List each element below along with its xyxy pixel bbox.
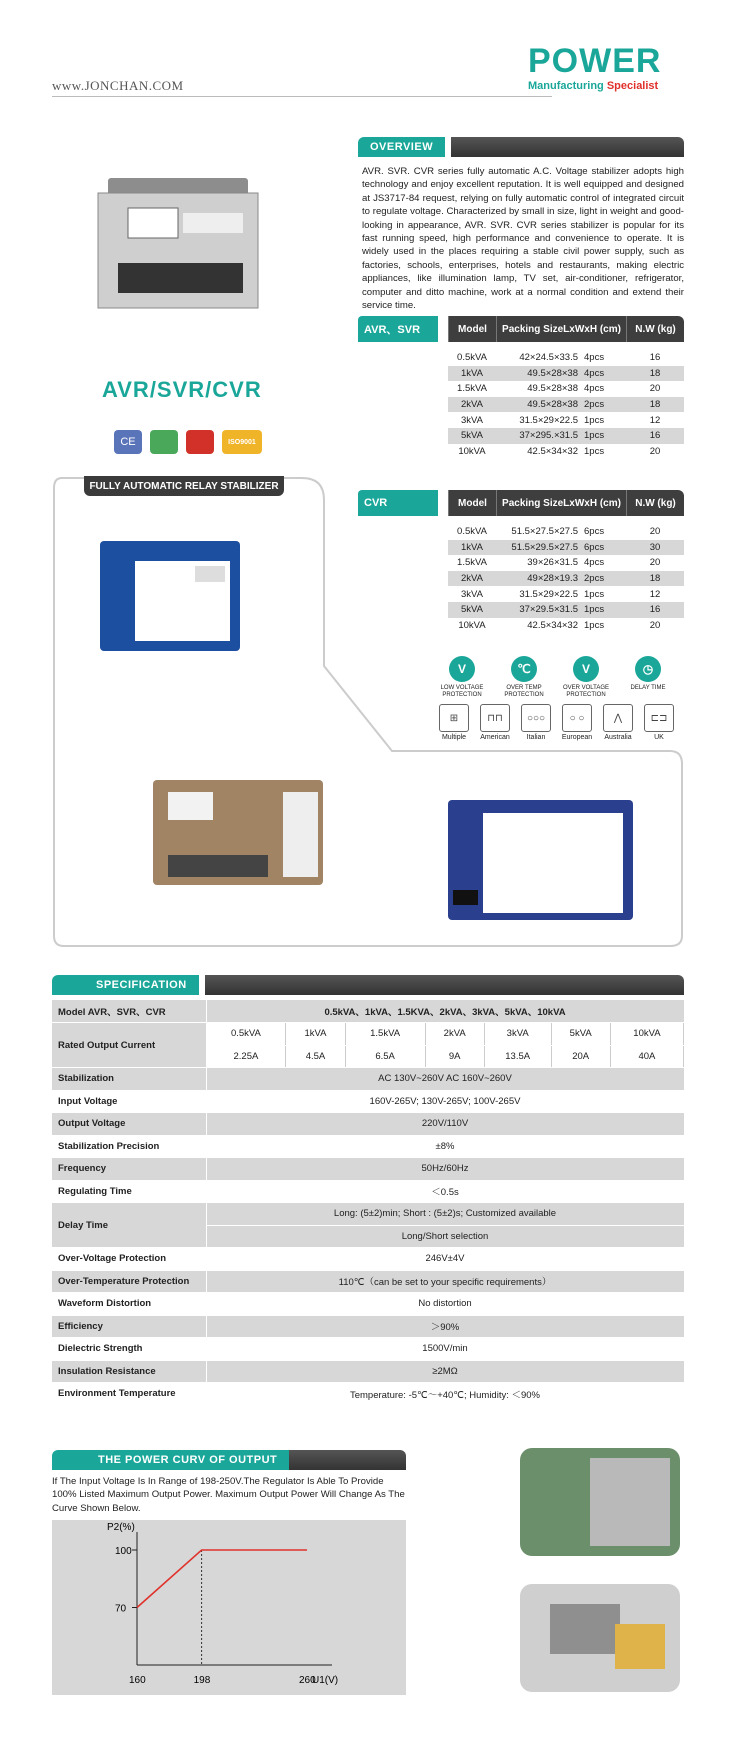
internal-board-photo [520, 1448, 680, 1556]
table-cell: 30 [649, 541, 661, 553]
table-row [448, 366, 684, 382]
spec-value: Temperature: -5℃～+40℃; Humidity: ＜90% [206, 1383, 684, 1406]
feature-item [432, 656, 492, 699]
plug-label: European [561, 734, 593, 741]
table-cell: 31.5×29×22.5 [519, 414, 578, 426]
leaf-cert-icon [150, 430, 178, 454]
table-cell: 49.5×28×38 [527, 399, 578, 411]
plug-label: Australia [604, 734, 632, 741]
socket-icon: ⋀ [603, 704, 633, 732]
table-cell: 18 [649, 573, 661, 585]
spec-key: Output Voltage [52, 1113, 206, 1136]
spec-value: Long: (5±2)min; Short : (5±2)s; Customized available [206, 1203, 684, 1226]
specification-header [52, 975, 684, 995]
rated-amp-cell: 9A [425, 1045, 484, 1068]
specification-table [52, 1000, 684, 1406]
feature-label: OVER TEMP PROTECTION [504, 685, 544, 698]
rated-amp-cell: 20A [551, 1045, 610, 1068]
plug-label: UK [654, 734, 664, 741]
spec-key: Environment Temperature [52, 1383, 206, 1406]
table-cell: 1pcs [584, 619, 605, 631]
spec-key: Efficiency [52, 1315, 206, 1338]
table-cell: 51.5×29.5×27.5 [511, 541, 578, 553]
table-row [448, 555, 684, 571]
overview-title: OVERVIEW [358, 137, 445, 157]
col-nw: N.W (kg) [626, 490, 684, 516]
feature-label: DELAY TIME [630, 685, 666, 691]
table-cell: 1.5kVA [457, 557, 487, 569]
spec-value: ±8% [206, 1135, 684, 1158]
table-cell: 3kVA [460, 414, 483, 426]
feature-icons [432, 656, 678, 699]
spec-key: Insulation Resistance [52, 1360, 206, 1383]
overview-header [358, 137, 684, 157]
table-cell: 20 [649, 557, 661, 569]
cert-icons [114, 430, 262, 454]
table-cell: 18 [649, 399, 661, 411]
spec-value: AC 130V~260V AC 160V~260V [206, 1068, 684, 1091]
ce-icon: CE [114, 430, 142, 454]
plug-label: Italian [526, 734, 546, 741]
spec-key: Input Voltage [52, 1090, 206, 1113]
table-row [448, 350, 684, 366]
table-cell: 49.5×28×38 [527, 383, 578, 395]
col-packing: Packing SizeLxWxH (cm) [496, 490, 626, 516]
table-cell: 1pcs [584, 430, 605, 442]
feature-item [618, 656, 678, 699]
spec-value: ≥2MΩ [206, 1360, 684, 1383]
table-cell: 20 [649, 445, 661, 457]
specification-title: SPECIFICATION [52, 975, 199, 995]
table-cell: 37×29.5×31.5 [519, 604, 578, 616]
spec-row [52, 1338, 684, 1361]
table-row [448, 428, 684, 444]
spec-row [52, 1248, 684, 1271]
table-cell: 1.5kVA [457, 383, 487, 395]
socket-icon: ⊏⊐ [644, 704, 674, 732]
rated-amp-cell: 2.25A [206, 1045, 286, 1068]
table-cell: 20 [649, 619, 661, 631]
rated-amp-cell: 6.5A [345, 1045, 425, 1068]
power-curve-line [137, 1550, 307, 1608]
table-row [448, 618, 684, 634]
table-cell: 18 [649, 367, 661, 379]
socket-icon: ⊓⊓ [480, 704, 510, 732]
feature-icon: V [573, 656, 599, 682]
spec-value: ＞90% [206, 1315, 684, 1338]
table-cell: 12 [649, 414, 661, 426]
plug-item [561, 704, 593, 741]
y-axis-label: P2(%) [107, 1522, 135, 1533]
table-cell: 10kVA [458, 619, 486, 631]
spec-row [52, 1090, 684, 1113]
table-cell: 20 [649, 383, 661, 395]
spec-key: Over-Temperature Protection [52, 1270, 206, 1293]
table-cell: 1pcs [584, 588, 605, 600]
table-row [448, 397, 684, 413]
table-cell: 5kVA [460, 430, 483, 442]
table-cell: 2pcs [584, 573, 605, 585]
table-row [448, 524, 684, 540]
spec-key: Frequency [52, 1158, 206, 1181]
spec-row [52, 1293, 684, 1316]
x-axis-label: U1(V) [312, 1675, 339, 1686]
table-row [448, 571, 684, 587]
feature-item [494, 656, 554, 699]
rated-kva-cell: 0.5kVA [206, 1023, 286, 1046]
table-cell: 10kVA [458, 445, 486, 457]
feature-label: OVER VOLTAGE PROTECTION [562, 685, 610, 698]
socket-icon: ○ ○ [562, 704, 592, 732]
spec-row [52, 1180, 684, 1203]
curve-title: THE POWER CURV OF OUTPUT [52, 1450, 289, 1470]
spec-rated-key: Rated Output Current [52, 1023, 206, 1068]
plug-label: Multiple [441, 734, 467, 741]
iso-icon: ISO9001 [222, 430, 262, 454]
spec-value: 110℃（can be set to your specific requirements） [206, 1270, 684, 1293]
spec-row [52, 1270, 684, 1293]
table-row [448, 586, 684, 602]
rated-kva-cell: 2kVA [425, 1023, 484, 1046]
logo-word: POWER [528, 42, 662, 80]
plug-item [602, 704, 634, 741]
table-row [448, 444, 684, 460]
rated-kva-cell: 3kVA [484, 1023, 551, 1046]
spec-row [52, 1158, 684, 1181]
avr-packing-table [358, 316, 684, 459]
table-cell: 42.5×34×32 [527, 619, 578, 631]
red-cert-icon [186, 430, 214, 454]
table-cell: 49×28×19.3 [527, 573, 578, 585]
cvr-1000va-image [95, 536, 245, 656]
plug-item [520, 704, 552, 741]
spec-value: 50Hz/60Hz [206, 1158, 684, 1181]
rated-kva-cell: 10kVA [610, 1023, 683, 1046]
feature-icon: ◷ [635, 656, 661, 682]
curve-text: If The Input Voltage Is In Range of 198-250V.The Regulator Is Able To Provide 100% Listed Maximum Output Power. Maximum Output Power Will Change As The Curve Shown Below. [52, 1476, 405, 1514]
logo-tagline: Manufacturing Specialist [528, 80, 659, 92]
spec-model-key: Model AVR、SVR、CVR [52, 1000, 206, 1023]
col-nw: N.W (kg) [626, 316, 684, 342]
table-cell: 4pcs [584, 557, 605, 569]
table-cell: 0.5kVA [457, 526, 487, 538]
avr-table-title: AVR、SVR [358, 316, 438, 342]
table-row [448, 412, 684, 428]
table-cell: 42×24.5×33.5 [519, 352, 578, 364]
spec-key: Over-Voltage Protection [52, 1248, 206, 1271]
spec-model-val: 0.5kVA、1kVA、1.5KVA、2kVA、3kVA、5kVA、10kVA [206, 1000, 684, 1023]
table-cell: 5kVA [460, 604, 483, 616]
spec-key: Regulating Time [52, 1180, 206, 1203]
header-divider [52, 96, 552, 97]
table-cell: 2kVA [460, 573, 483, 585]
feature-icon: V [449, 656, 475, 682]
spec-key: Dielectric Strength [52, 1338, 206, 1361]
plug-item [643, 704, 675, 741]
table-cell: 51.5×27.5×27.5 [511, 526, 578, 538]
cvr-packing-table [358, 490, 684, 633]
sar-05-image [148, 770, 328, 890]
table-cell: 20 [649, 526, 661, 538]
table-cell: 37×295.×31.5 [519, 430, 578, 442]
table-cell: 1kVA [460, 541, 483, 553]
power-logo [528, 44, 688, 102]
table-cell: 3kVA [460, 588, 483, 600]
col-model: Model [448, 490, 496, 516]
table-cell: 4pcs [584, 383, 605, 395]
rated-amp-cell: 40A [610, 1045, 683, 1068]
table-cell: 4pcs [584, 367, 605, 379]
table-cell: 1pcs [584, 604, 605, 616]
x-tick-label: 198 [193, 1675, 211, 1686]
table-cell: 4pcs [584, 352, 605, 364]
y-tick-label: 100 [115, 1546, 132, 1557]
x-tick-label: 260 [299, 1675, 316, 1686]
spec-row [52, 1360, 684, 1383]
table-cell: 1kVA [460, 367, 483, 379]
rated-kva-cell: 5kVA [551, 1023, 610, 1046]
spec-row [52, 1135, 684, 1158]
spec-key: Delay Time [52, 1203, 206, 1248]
spec-row [52, 1068, 684, 1091]
spec-row [52, 1203, 684, 1226]
rated-kva-cell: 1kVA [286, 1023, 345, 1046]
table-cell: 6pcs [584, 526, 605, 538]
plug-item [438, 704, 470, 741]
spec-value: 246V±4V [206, 1248, 684, 1271]
svr-1500va-image [443, 795, 638, 925]
table-cell: 39×26×31.5 [527, 557, 578, 569]
table-cell: 2kVA [460, 399, 483, 411]
spec-value: ＜0.5s [206, 1180, 684, 1203]
rated-kva-cell: 1.5kVA [345, 1023, 425, 1046]
table-cell: 31.5×29×22.5 [519, 588, 578, 600]
rated-amp-cell: 13.5A [484, 1045, 551, 1068]
table-cell: 16 [649, 430, 661, 442]
feature-label: LOW VOLTAGE PROTECTION [440, 685, 484, 698]
table-cell: 1pcs [584, 414, 605, 426]
table-cell: 42.5×34×32 [527, 445, 578, 457]
spec-key: Stabilization Precision [52, 1135, 206, 1158]
socket-icon: ○○○ [521, 704, 551, 732]
feature-icon: ℃ [511, 656, 537, 682]
product-title: AVR/SVR/CVR [102, 377, 262, 402]
spec-key: Waveform Distortion [52, 1293, 206, 1316]
table-cell: 16 [649, 604, 661, 616]
table-row [448, 602, 684, 618]
site-url[interactable]: www.JONCHAN.COM [52, 78, 184, 93]
table-cell: 0.5kVA [457, 352, 487, 364]
relay-banner: FULLY AUTOMATIC RELAY STABILIZER [84, 476, 284, 496]
cvr-table-title: CVR [358, 490, 438, 516]
plug-item [479, 704, 511, 741]
spec-row [52, 1113, 684, 1136]
table-cell: 1pcs [584, 445, 605, 457]
spec-value: 160V-265V; 130V-265V; 100V-265V [206, 1090, 684, 1113]
curve-header [52, 1450, 406, 1470]
table-row [448, 381, 684, 397]
feature-item [556, 656, 616, 699]
y-tick-label: 70 [115, 1603, 127, 1615]
col-model: Model [448, 316, 496, 342]
spec-key: Stabilization [52, 1068, 206, 1091]
power-curve-chart [52, 1520, 406, 1695]
table-row [448, 540, 684, 556]
table-cell: 6pcs [584, 541, 605, 553]
spec-value: 220V/110V [206, 1113, 684, 1136]
rated-amp-cell: 4.5A [286, 1045, 345, 1068]
col-packing: Packing SizeLxWxH (cm) [496, 316, 626, 342]
overview-text: AVR. SVR. CVR series fully automatic A.C. Voltage stabilizer adopts high technology and enjoy excellent reputation. It is well equipped and designed at JS3717-84 request, relying on fully automatic control of integrated circuit to regulate voltage. Characterized by small in size, light in weight and good-looking in appearance, AVR. SVR. CVR series stabilizer is popular for its fast running speed, high performance and convenience to operate. It is widely used in the places requiring a stable civil power supply, such as factories, schools, enterprises, hotels and restaurants, making electric appliances, like illumination lamp, TV set, air-conditioner, refrigerator, computer and ditto machine, work at a normal condition and extend their service time. [362, 166, 684, 312]
spec-row [52, 1315, 684, 1338]
socket-icon: ⊞ [439, 704, 469, 732]
internal-transformer-photo [520, 1584, 680, 1692]
spec-value: Long/Short selection [206, 1225, 684, 1248]
table-cell: 16 [649, 352, 661, 364]
x-tick-label: 160 [129, 1675, 146, 1686]
table-cell: 2pcs [584, 399, 605, 411]
spec-row [52, 1383, 684, 1406]
plug-label: American [480, 734, 510, 741]
avr-product-image [78, 168, 278, 318]
table-cell: 49.5×28×38 [527, 367, 578, 379]
spec-value: No distortion [206, 1293, 684, 1316]
table-cell: 12 [649, 588, 661, 600]
spec-value: 1500V/min [206, 1338, 684, 1361]
plug-icons [438, 704, 675, 741]
